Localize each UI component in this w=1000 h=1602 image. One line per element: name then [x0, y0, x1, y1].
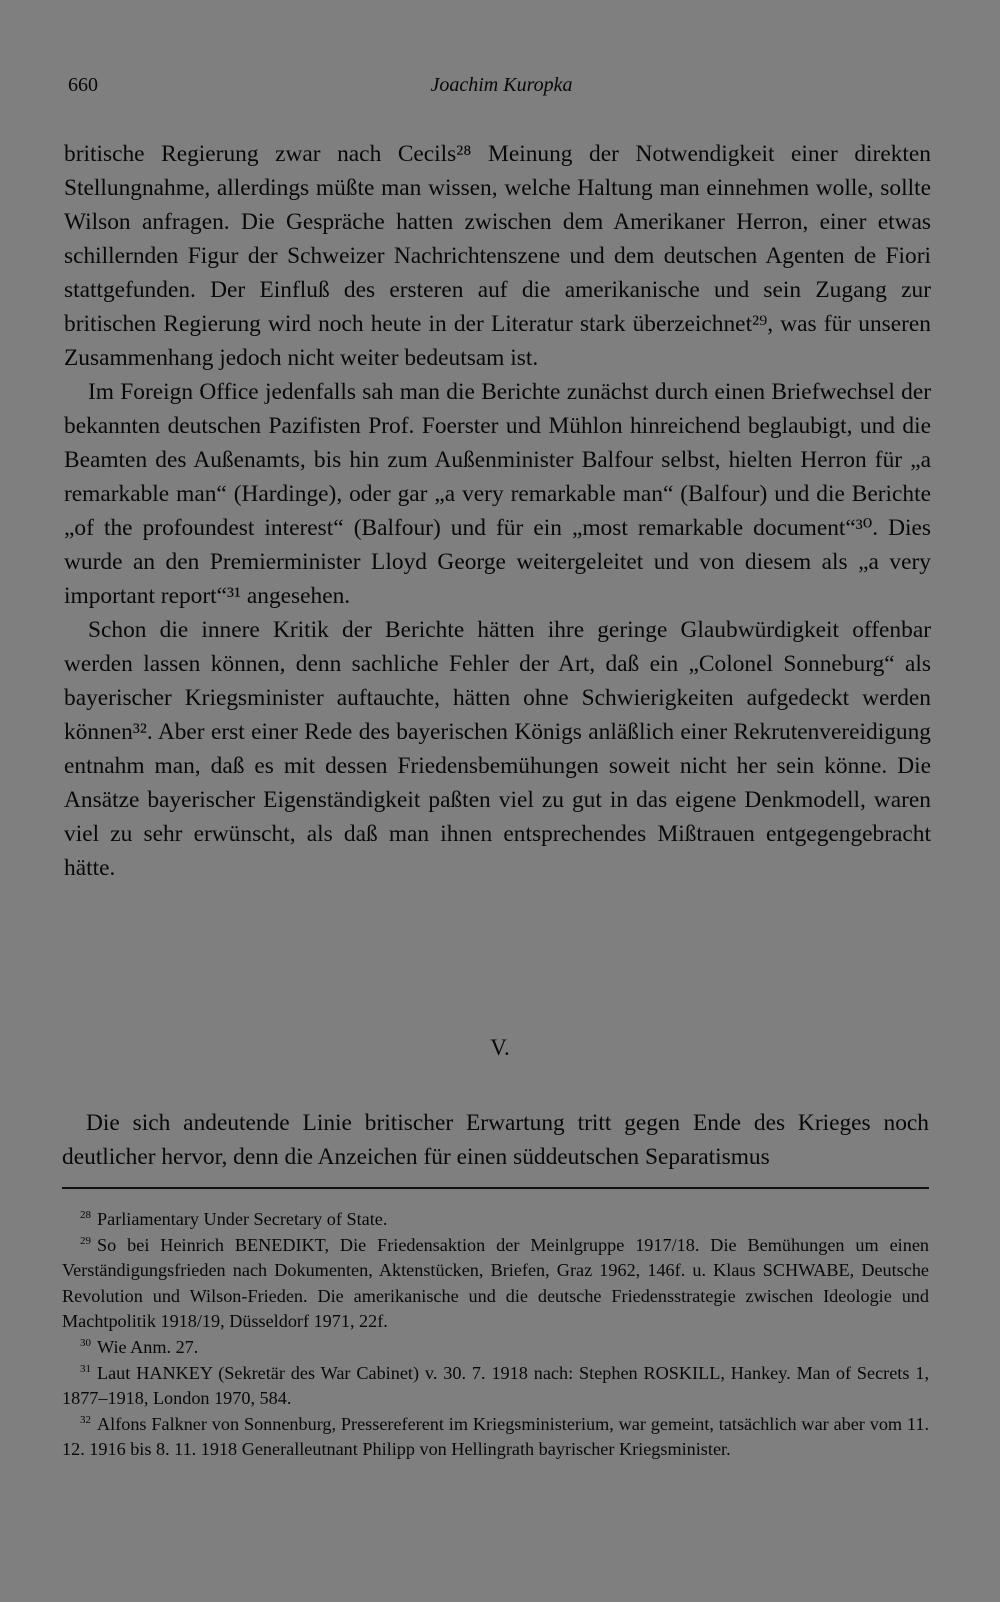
footnote-number: 28	[80, 1209, 91, 1221]
page-number: 660	[68, 74, 98, 96]
footnote-text: Alfons Falkner von Sonnenburg, Pressereferent im Kriegsministerium, war gemeint, tatsächlich war aber vom 11. 12. 1916 bis 8. 11. 1918 Generalleutnant Philipp von Hellingrath bayrischer Kriegsminister.	[62, 1413, 929, 1460]
paragraph: Im Foreign Office jedenfalls sah man die Berichte zunächst durch einen Briefwechsel der bekannten deutschen Pazifisten Prof. Foerster und Mühlon hinreichend beglaubigt, und die Beamten des Außenamts, bis hin zum Außenminister Balfour selbst, hielten Herron für „a remarkable man“ (Hardinge), oder gar „a very remarkable man“ (Balfour) und die Berichte „of the profoundest interest“ (Balfour) und für ein „most remarkable document“³⁰. Dies wurde an den Premierminister Lloyd George weitergeleitet und von diesem als „a very important report“³¹ angesehen.	[64, 379, 931, 609]
page-header	[68, 74, 935, 104]
section-text	[62, 1106, 929, 1174]
footnote-text: Parliamentary Under Secretary of State.	[97, 1209, 388, 1229]
paragraph: britische Regierung zwar nach Cecils²⁸ Meinung der Notwendigkeit einer direkten Stellungnahme, allerdings müßte man wissen, welche Haltung man einnehmen wolle, sollte Wilson anfragen. Die Gespräche hatten zwischen dem Amerikaner Herron, einer etwas schillernden Figur der Schweizer Nachrichtenszene und dem deutschen Agenten de Fiori stattgefunden. Der Einfluß des ersteren auf die amerikanische und sein Zugang zur britischen Regierung wird noch heute in der Literatur stark überzeichnet²⁹, was für unseren Zusammenhang jedoch nicht weiter bedeutsam ist.	[64, 141, 931, 371]
paragraph: Die sich andeutende Linie britischer Erwartung tritt gegen Ende des Krieges noch deutlicher hervor, denn die Anzeichen für einen süddeutschen Separatismus	[62, 1110, 929, 1170]
paragraph: Schon die innere Kritik der Berichte hätten ihre geringe Glaubwürdigkeit offenbar werden lassen können, denn sachliche Fehler der Art, daß ein „Colonel Sonneburg“ als bayerischer Kriegsminister auftauchte, hätten ohne Schwierigkeiten aufgedeckt werden können³². Aber erst einer Rede des bayerischen Königs anläßlich einer Rekrutenvereidigung entnahm man, daß es mit dessen Friedensbemühungen soweit nicht her sein könne. Die Ansätze bayerischer Eigenständigkeit paßten viel zu gut in das eigene Denkmodell, waren viel zu sehr erwünscht, als daß man ihnen entsprechendes Mißtrauen entgegengebracht hätte.	[64, 617, 931, 881]
running-head: Joachim Kuropka	[430, 74, 573, 96]
footnote-number: 31	[80, 1362, 91, 1375]
footnote-text: Laut HANKEY (Sekretär des War Cabinet) v. 30. 7. 1918 nach: Stephen ROSKILL, Hankey. Man of Secrets 1, 1877–1918, London 1970, 584.	[62, 1362, 929, 1409]
footnote	[62, 1412, 929, 1463]
footnote-number: 29	[80, 1234, 91, 1247]
section-heading: V.	[490, 1035, 510, 1060]
main-text	[64, 137, 931, 885]
footnote	[62, 1335, 929, 1361]
footnote	[62, 1207, 929, 1233]
footnote	[62, 1233, 929, 1335]
footnote	[62, 1361, 929, 1412]
footnote-number: 32	[80, 1413, 91, 1426]
footnote-divider	[62, 1187, 929, 1189]
footnotes	[62, 1207, 929, 1463]
footnote-text: Wie Anm. 27.	[97, 1336, 199, 1357]
footnote-number: 30	[80, 1336, 91, 1349]
footnote-text: So bei Heinrich BENEDIKT, Die Friedensaktion der Meinlgruppe 1917/18. Die Bemühungen um einen Verständigungsfrieden nach Dokumenten, Aktenstücken, Briefen, Graz 1962, 146f. u. Klaus SCHWABE, Deutsche Revolution und Wilson-Frieden. Die amerikanische und die deutsche Friedensstrategie zwischen Ideologie und Machtpolitik 1918/19, Düsseldorf 1971, 22f.	[62, 1234, 929, 1332]
